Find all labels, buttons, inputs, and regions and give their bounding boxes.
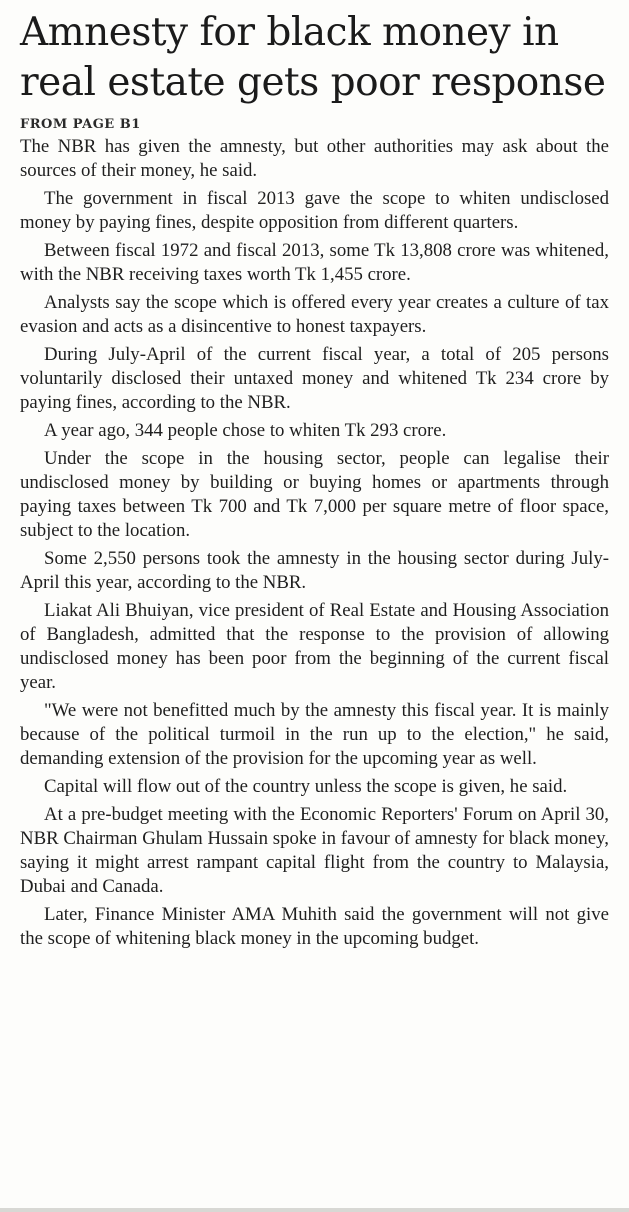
paragraph: Liakat Ali Bhuiyan, vice president of Real Estate and Housing Association of Bangladesh, admitted that the response to the provision of allowing undisclosed money has been poor from the beginning of the current fiscal year. <box>20 600 609 693</box>
paragraph: Under the scope in the housing sector, people can legalise their undisclosed money by building or buying homes or apartments through paying taxes between Tk 700 and Tk 7,000 per square metre of floor space, subject to the location. <box>20 448 609 541</box>
continued-from-label: FROM PAGE B1 <box>20 117 141 132</box>
paragraph: "We were not benefitted much by the amnesty this fiscal year. It is mainly because of the political turmoil in the run up to the election," he said, demanding extension of the provision for the upcoming year as well. <box>20 700 609 769</box>
bottom-divider <box>0 1208 629 1212</box>
headline: Amnesty for black money in real estate gets poor response <box>20 10 606 105</box>
paragraph: Capital will flow out of the country unless the scope is given, he said. <box>44 776 568 797</box>
paragraph: A year ago, 344 people chose to whiten Tk 293 crore. <box>44 420 447 441</box>
paragraph: Analysts say the scope which is offered every year creates a culture of tax evasion and acts as a disincentive to honest taxpayers. <box>20 292 609 337</box>
paragraph: The government in fiscal 2013 gave the scope to whiten undisclosed money by paying fines, despite opposition from different quarters. <box>20 188 609 233</box>
paragraph: During July-April of the current fiscal year, a total of 205 persons voluntarily disclosed their untaxed money and whitened Tk 234 crore by paying fines, according to the NBR. <box>20 344 609 413</box>
paragraph: The NBR has given the amnesty, but other authorities may ask about the sources of their money, he said. <box>20 136 609 181</box>
article-body <box>20 135 609 951</box>
paragraph: Some 2,550 persons took the amnesty in the housing sector during July-April this year, according to the NBR. <box>20 548 609 593</box>
paragraph: Between fiscal 1972 and fiscal 2013, some Tk 13,808 crore was whitened, with the NBR receiving taxes worth Tk 1,455 crore. <box>20 240 609 285</box>
paragraph: Later, Finance Minister AMA Muhith said the government will not give the scope of whitening black money in the upcoming budget. <box>20 904 609 949</box>
paragraph: At a pre-budget meeting with the Economic Reporters' Forum on April 30, NBR Chairman Ghulam Hussain spoke in favour of amnesty for black money, saying it might arrest rampant capital flight from the country to Malaysia, Dubai and Canada. <box>20 804 609 897</box>
